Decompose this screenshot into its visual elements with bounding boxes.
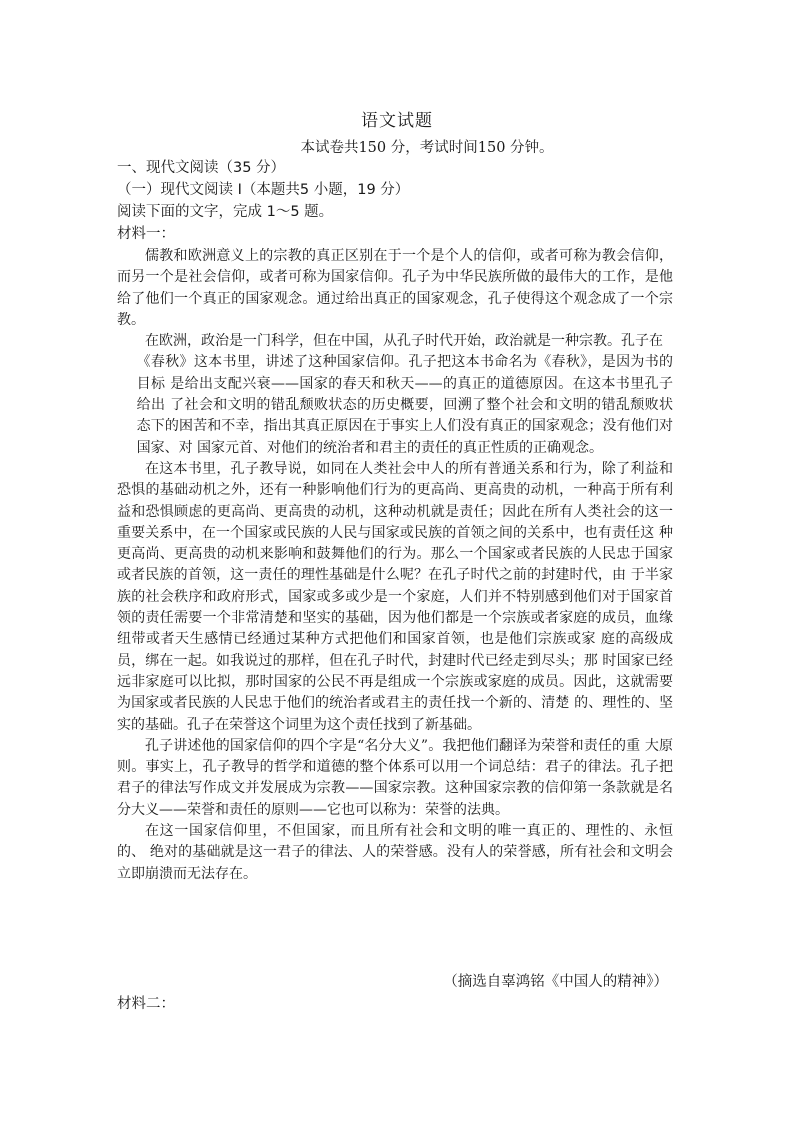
material-two-label: 材料二： (117, 996, 175, 1012)
paragraph: 在这一国家信仰里，不但国家，而且所有社会和文明的唯一真正的、理性的、永恒的、 绝对的基础就是这一君子的律法、人的荣誉感。没有人的荣誉感，所有社会和文明会立即崩溃而无法存在。 (117, 823, 673, 882)
paragraph: 《春秋》这本书里，讲述了这种国家信仰。孔子把这本书命名为《春秋》，是因为书的目标 是给出支配兴衰——国家的春天和秋天——的真正的道德原因。在这本书里孔子给出 了社会和文明的错乱颓败状态的历史概要，回溯了整个社会和文明的错乱颓败状态下的困苦和不幸，指出其真正原因在于事实上人们没有真正的国家观念；没有他们对国家、对 国家元首、对他们的统治者和君主的责任的真正性质的正确观念。 (136, 354, 673, 456)
paragraph: 在欧洲，政治是一门科学，但在中国，从孔子时代开始，政治就是一种宗教。孔子在 (145, 333, 663, 350)
material-one-label: 材料一： (117, 226, 175, 242)
reading-instruction: 阅读下面的文字，完成 1～5 题。 (117, 204, 334, 220)
source-citation: （摘选自辜鸿铭《中国人的精神》） (443, 974, 668, 990)
page-title: 语文试题 (361, 111, 433, 131)
exam-info: 本试卷共150 分，考试时间150 分钟。 (300, 140, 554, 156)
subsection-heading: （一）现代文阅读 I（本题共5 小题，19 分） (117, 182, 410, 198)
paragraph: 儒教和欧洲意义上的宗教的真正区别在于一个是个人的信仰，或者可称为教会信仰，而另一个是社会信仰，或者可称为国家信仰。孔子为中华民族所做的最伟大的工作，是他给了他们一个真正的国家观念。通过给出真正的国家观念，孔子使得这个观念成了一个宗教。 (117, 248, 673, 328)
paragraph: 孔子讲述他的国家信仰的四个字是“名分大义”。我把他们翻译为荣誉和责任的重 大原则。事实上，孔子教导的哲学和道德的整个体系可以用一个词总结：君子的律法。孔子把君子的律法写作成文并发展成为宗教——国家宗教。这种国家宗教的信仰第一条款就是名分大义——荣誉和责任的原则——它也可以称为：荣誉的法典。 (117, 737, 673, 818)
section-heading: 一、现代文阅读（35 分） (117, 160, 286, 176)
paragraph: 在这本书里，孔子教导说，如同在人类社会中人的所有普通关系和行为，除了利益和恐惧的基础动机之外，还有一种影响他们行为的更高尚、更高贵的动机，一种高于所有利益和恐惧顾虑的更高尚、更高贵的动机，这种动机就是责任；因此在所有人类社会的这一 重要关系中，在一个国家或民族的人民与国家或民族的首领之间的关系中，也有责任这 种更高尚、更高贵的动机来影响和鼓舞他们的行为。那么一个国家或者民族的人民忠于国家或者民族的首领，这一责任的理性基础是什么呢？在孔子时代之前的封建时代，由 于半家族的社会秩序和政府形式，国家或多或少是一个家庭，人们并不特别感到他们对于国家首领的责任需要一个非常清楚和坚实的基础，因为他们都是一个宗族或者家庭的成员，血缘纽带或者天生感情已经通过某种方式把他们和国家首领，也是他们宗族或家 庭的高级成员，绑在一起。如我说过的那样，但在孔子时代，封建时代已经走到尽头；那 时国家已经远非家庭可以比拟，那时国家的公民不再是组成一个宗族或家庭的成员。因此，这就需要为国家或者民族的人民忠于他们的统治者或君主的责任找一个新的、清楚 的、理性的、坚实的基础。孔子在荣誉这个词里为这个责任找到了新基础。 (117, 460, 673, 733)
material-one-text (117, 246, 673, 885)
